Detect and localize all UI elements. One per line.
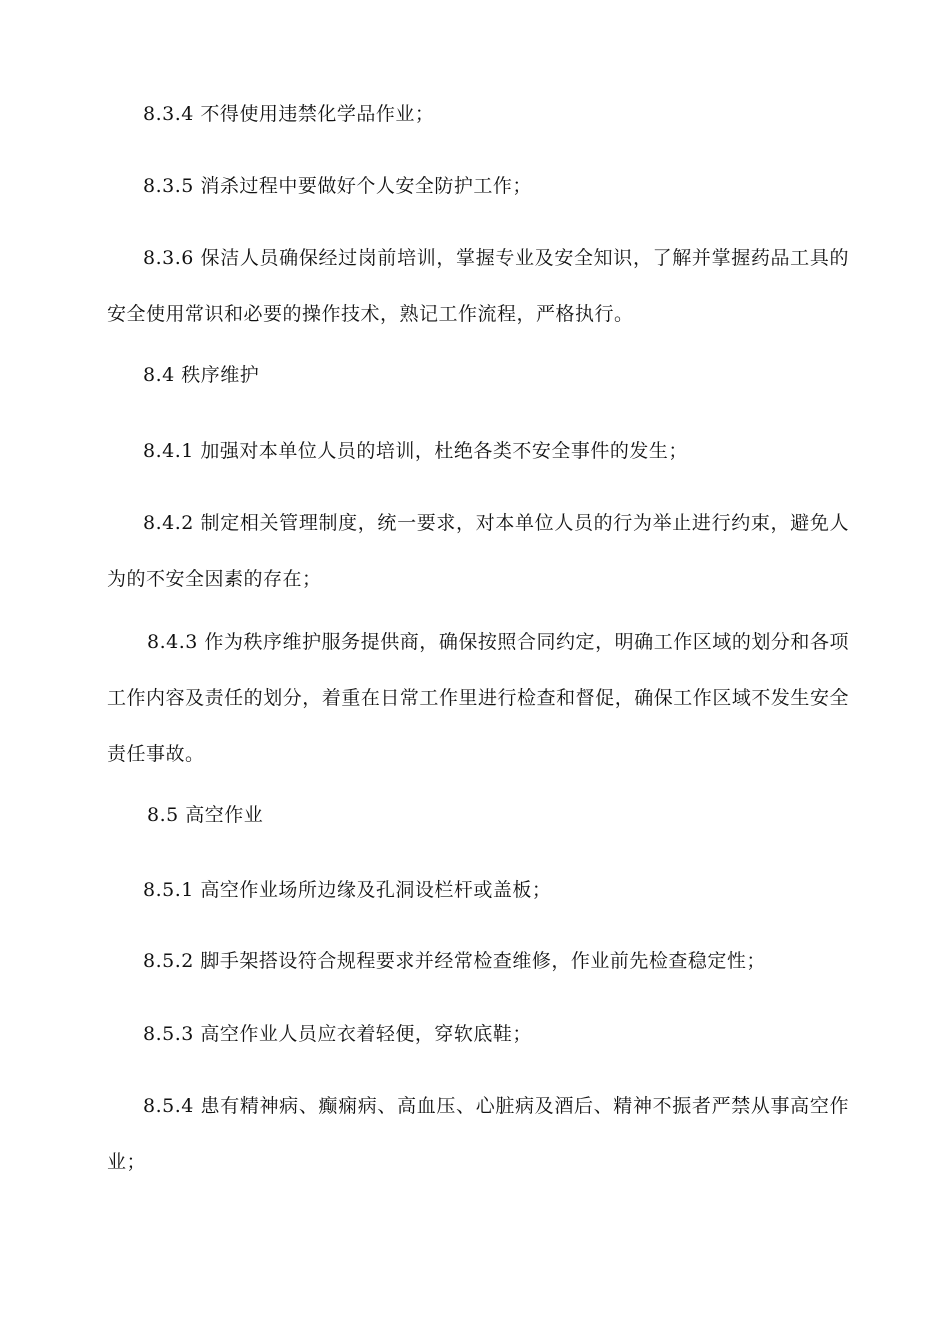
paragraph-8-4-1: 8.4.1 加强对本单位人员的培训，杜绝各类不安全事件的发生； bbox=[143, 440, 688, 462]
paragraph-8-5-1: 8.5.1 高空作业场所边缘及孔洞设栏杆或盖板； bbox=[143, 879, 552, 901]
paragraph-8-4-3: 8.4.3 作为秩序维护服务提供商，确保按照合同约定，明确工作区域的划分和各项工作内容及责任的划分，着重在日常工作里进行检查和督促，确保工作区域不发生安全责任事故。 bbox=[107, 631, 849, 765]
paragraph-8-5-4: 8.5.4 患有精神病、癫痫病、高血压、心脏病及酒后、精神不振者严禁从事高空作业； bbox=[107, 1095, 849, 1173]
paragraph-8-5-3: 8.5.3 高空作业人员应衣着轻便，穿软底鞋； bbox=[143, 1023, 532, 1045]
paragraph-8-5-2: 8.5.2 脚手架搭设符合规程要求并经常检查维修，作业前先检查稳定性； bbox=[143, 950, 766, 972]
section-heading-8-5: 8.5 高空作业 bbox=[147, 804, 264, 826]
paragraph-8-3-4: 8.3.4 不得使用违禁化学品作业； bbox=[143, 103, 435, 125]
paragraph-8-4-2: 8.4.2 制定相关管理制度，统一要求，对本单位人员的行为举止进行约束，避免人为的不安全因素的存在； bbox=[107, 512, 849, 590]
paragraph-8-3-5: 8.3.5 消杀过程中要做好个人安全防护工作； bbox=[143, 175, 532, 197]
paragraph-8-3-6: 8.3.6 保洁人员确保经过岗前培训，掌握专业及安全知识，了解并掌握药品工具的安全使用常识和必要的操作技术，熟记工作流程，严格执行。 bbox=[107, 247, 849, 325]
section-heading-8-4: 8.4 秩序维护 bbox=[143, 364, 260, 386]
